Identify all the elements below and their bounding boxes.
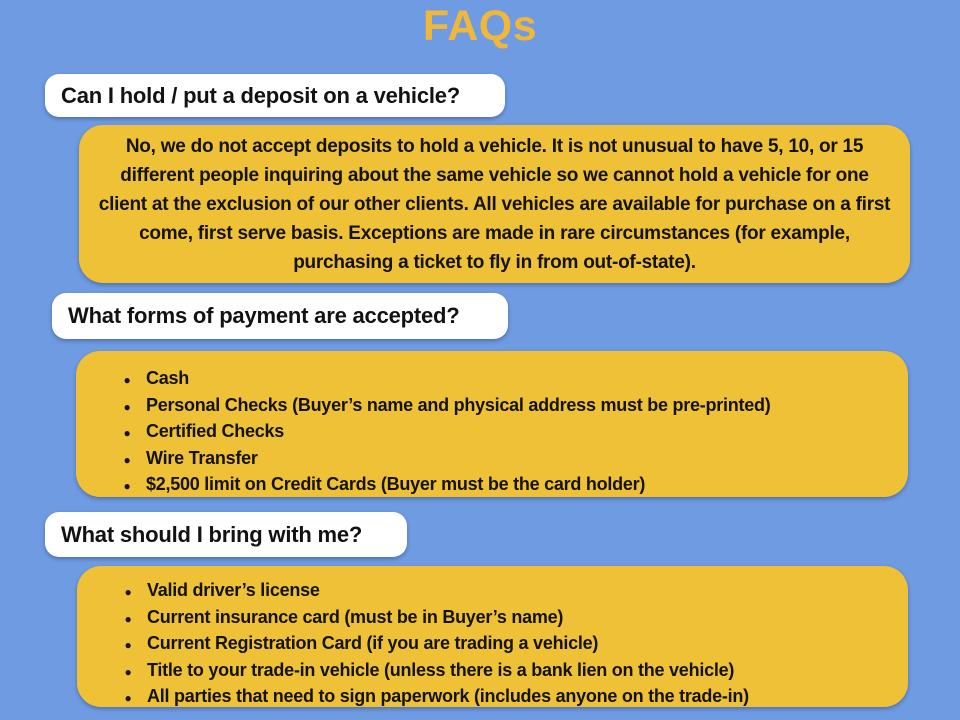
list-item: [109, 631, 884, 658]
bullet-icon: ●: [123, 426, 131, 440]
bullet-icon: ●: [124, 585, 132, 599]
question-text: What forms of payment are accepted?: [68, 303, 460, 328]
question-text: What should I bring with me?: [61, 521, 363, 547]
list-item: [108, 419, 884, 446]
bullet-text: Current Registration Card (if you are trading a vehicle): [147, 633, 599, 653]
question-text: Can I hold / put a deposit on a vehicle?: [61, 82, 461, 108]
answer-card-payment: [76, 351, 908, 497]
bullet-text: Certified Checks: [146, 421, 285, 441]
list-item: [108, 472, 884, 499]
bullet-text: Current insurance card (must be in Buyer’s name): [147, 606, 564, 627]
list-item: [108, 366, 884, 393]
list-item: [109, 658, 884, 685]
answer-card-deposit: [79, 125, 910, 283]
bullet-text: All parties that need to sign paperwork (includes anyone on the trade-in): [147, 686, 749, 706]
bullet-text: Wire Transfer: [146, 447, 258, 468]
bullet-icon: ●: [123, 399, 131, 414]
answer-paragraph: No, we do not accept deposits to hold a vehicle. It is not unusual to have 5, 10, or 15 different people inquiring about the same vehicle so we cannot hold a vehicle for one client at the exclusion of our other clients. All vehicles are available for purchase on a first come, first serve basis. Exceptions are made in rare circumstances (for example, purchasing a ticket to fly in from out-of-state).: [98, 135, 891, 273]
bullet-list-payment: [100, 366, 884, 499]
answer-card-bring: [77, 566, 908, 707]
bullet-text: Title to your trade-in vehicle (unless there is a bank lien on the vehicle): [147, 659, 735, 680]
question-card-deposit: [45, 74, 505, 117]
bullet-text: Cash: [146, 368, 190, 388]
bullet-icon: ●: [124, 611, 132, 626]
question-card-payment: [52, 293, 508, 339]
list-item: [109, 578, 884, 605]
bullet-text: Valid driver’s license: [147, 580, 320, 600]
bullet-icon: ●: [123, 479, 131, 493]
bullet-icon: ●: [124, 638, 132, 652]
list-item: [109, 684, 884, 711]
bullet-icon: ●: [124, 664, 132, 679]
question-card-bring: [45, 512, 407, 557]
list-item: [108, 446, 884, 473]
bullet-list-bring: [101, 578, 884, 711]
bullet-icon: ●: [123, 452, 131, 467]
bullet-text: Personal Checks (Buyer’s name and physical address must be pre-printed): [146, 394, 771, 415]
bullet-icon: ●: [123, 373, 131, 387]
bullet-icon: ●: [124, 691, 132, 705]
list-item: [108, 393, 884, 420]
list-item: [109, 605, 884, 632]
bullet-text: $2,500 limit on Credit Cards (Buyer must be the card holder): [146, 474, 646, 494]
page-title: FAQs: [422, 2, 538, 50]
